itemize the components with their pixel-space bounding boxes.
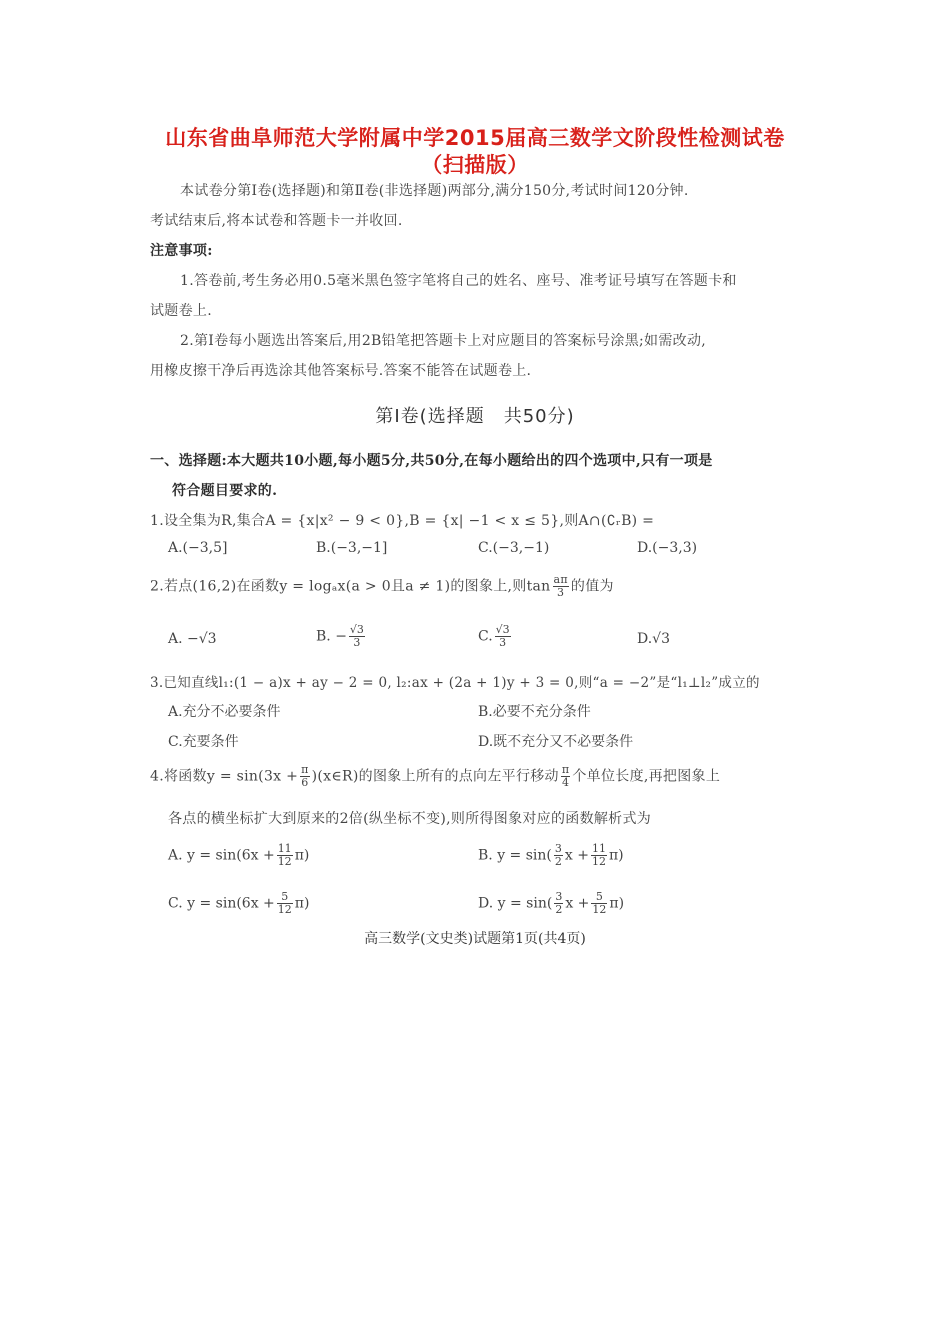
question-2-option-b-prefix: B. − (316, 628, 347, 645)
question-4-option-d-pre: D. y = sin( (478, 895, 553, 912)
question-4-fraction-2 (561, 764, 571, 789)
question-4-option-b-den-1: 2 (554, 855, 562, 868)
note-2-line-1: 2.第Ⅰ卷每小题选出答案后,用2B铅笔把答题卡上对应题目的答案标号涂黑;如需改动, (180, 333, 706, 349)
question-2-option-c-fraction (495, 624, 511, 649)
question-4-option-c-post: π) (294, 895, 310, 912)
question-4-option-a-fraction (277, 843, 293, 868)
question-2-stem (150, 574, 614, 599)
question-2-option-c-prefix: C. (478, 628, 493, 645)
question-2-option-c-num: √3 (495, 623, 510, 636)
question-2-option-b (316, 624, 367, 649)
question-2-stem-pre: 2.若点(16,2)在函数y = logₐx(a > 0且a ≠ 1)的图象上,则tan (150, 578, 551, 595)
question-2-option-c (478, 624, 513, 649)
question-4-option-b-num-2: 11 (591, 842, 606, 855)
question-3-stem: 3.已知直线l₁:(1 − a)x + ay − 2 = 0, l₂:ax + (2a + 1)y + 3 = 0,则“a = −2”是“l₁⊥l₂”成立的 (150, 675, 760, 691)
question-4-fraction-2-den: 4 (561, 776, 570, 789)
document-title: 山东省曲阜师范大学附属中学2015届高三数学文阶段性检测试卷 (165, 126, 785, 150)
page-footer: 高三数学(文史类)试题第1页(共4页) (364, 931, 586, 947)
question-4-fraction-2-num: π (561, 763, 570, 776)
question-4-option-c-pre: C. y = sin(6x + (168, 895, 275, 912)
question-4-option-d-post: π) (609, 895, 625, 912)
question-4-option-c-den: 12 (277, 903, 292, 916)
question-4-option-b-post: π) (608, 847, 624, 864)
question-4-option-a-post: π) (294, 847, 310, 864)
question-3-option-c: C.充要条件 (168, 734, 239, 750)
document-subtitle: （扫描版） (421, 153, 529, 177)
question-2-option-b-den: 3 (353, 636, 361, 649)
question-2-fraction-num: aπ (553, 573, 568, 586)
question-4-stem-pre: 4.将函数y = sin(3x + (150, 768, 299, 785)
question-1-option-c: C.(−3,−1) (478, 540, 550, 556)
question-4-option-b-den-2: 12 (591, 855, 606, 868)
question-1-option-b: B.(−3,−1] (316, 540, 388, 556)
question-4-stem-post: 个单位长度,再把图象上 (572, 768, 721, 785)
question-2-option-c-den: 3 (499, 636, 507, 649)
question-4-option-d (478, 891, 624, 916)
question-4-option-c-fraction (277, 891, 293, 916)
question-1-option-d: D.(−3,3) (637, 540, 698, 556)
question-2-option-d: D.√3 (637, 631, 671, 647)
question-4-option-a (168, 843, 309, 868)
question-4-option-a-pre: A. y = sin(6x + (168, 847, 275, 864)
question-2-option-b-num: √3 (349, 623, 364, 636)
question-4-option-d-num-1: 3 (555, 890, 563, 903)
note-2-line-2: 用橡皮擦干净后再选涂其他答案标号.答案不能答在试题卷上. (150, 363, 532, 379)
question-2-option-a: A. −√3 (168, 631, 217, 647)
question-2-fraction (553, 574, 569, 599)
question-4-option-b (478, 843, 624, 868)
question-4-option-b-num-1: 3 (554, 842, 562, 855)
question-1-option-a: A.(−3,5] (168, 540, 228, 556)
question-4-option-b-fraction-1 (554, 843, 563, 868)
question-3-option-b: B.必要不充分条件 (478, 704, 591, 720)
question-4-option-d-mid: x + (565, 895, 590, 912)
question-4-option-a-num: 11 (277, 842, 292, 855)
section-heading: 第Ⅰ卷(选择题 共50分) (375, 406, 575, 427)
question-4-option-c-num: 5 (277, 891, 293, 904)
question-3-option-d: D.既不充分又不必要条件 (478, 734, 634, 750)
question-4-fraction-1-den: 6 (301, 776, 309, 789)
intro-line-1: 本试卷分第Ⅰ卷(选择题)和第Ⅱ卷(非选择题)两部分,满分150分,考试时间120分钟. (180, 183, 689, 199)
question-2-option-b-fraction (349, 624, 365, 649)
note-1-line-1: 1.答卷前,考生务必用0.5毫米黑色签字笔将自己的姓名、座号、准考证号填写在答题卡和 (180, 273, 737, 289)
question-4-option-b-fraction-2 (591, 843, 607, 868)
intro-line-2: 考试结束后,将本试卷和答题卡一并收回. (150, 213, 403, 229)
question-4-option-d-den-2: 12 (592, 903, 607, 916)
question-4-stem (150, 764, 720, 789)
question-4-option-c (168, 891, 309, 916)
question-4-option-b-pre: B. y = sin( (478, 847, 552, 864)
question-4-stem-mid: )(x∈R)的图象上所有的点向左平行移动 (311, 768, 559, 785)
question-2-stem-post: 的值为 (570, 578, 614, 595)
question-4-option-d-den-1: 2 (555, 903, 563, 916)
section-instruction-line-1: 一、选择题:本大题共10小题,每小题5分,共50分,在每小题给出的四个选项中,只有一项是 (150, 453, 713, 469)
question-4-option-a-den: 12 (277, 855, 292, 868)
question-1-stem: 1.设全集为R,集合A = {x|x² − 9 < 0},B = {x| −1 < x ≤ 5},则A∩(∁ᵣB) = (150, 513, 655, 529)
question-2-fraction-den: 3 (557, 586, 565, 599)
question-4-option-d-num-2: 5 (591, 891, 607, 904)
question-4-stem-line-2: 各点的横坐标扩大到原来的2倍(纵坐标不变),则所得图象对应的函数解析式为 (168, 811, 652, 827)
note-1-line-2: 试题卷上. (150, 303, 212, 319)
question-4-fraction-1-num: π (301, 763, 309, 776)
notes-heading: 注意事项: (150, 243, 213, 259)
question-4-option-b-mid: x + (564, 847, 589, 864)
question-4-option-d-fraction-1 (554, 891, 563, 916)
question-3-option-a: A.充分不必要条件 (168, 704, 281, 720)
section-instruction-line-2: 符合题目要求的. (172, 483, 278, 499)
question-4-option-d-fraction-2 (591, 891, 607, 916)
question-4-fraction-1 (300, 764, 310, 789)
